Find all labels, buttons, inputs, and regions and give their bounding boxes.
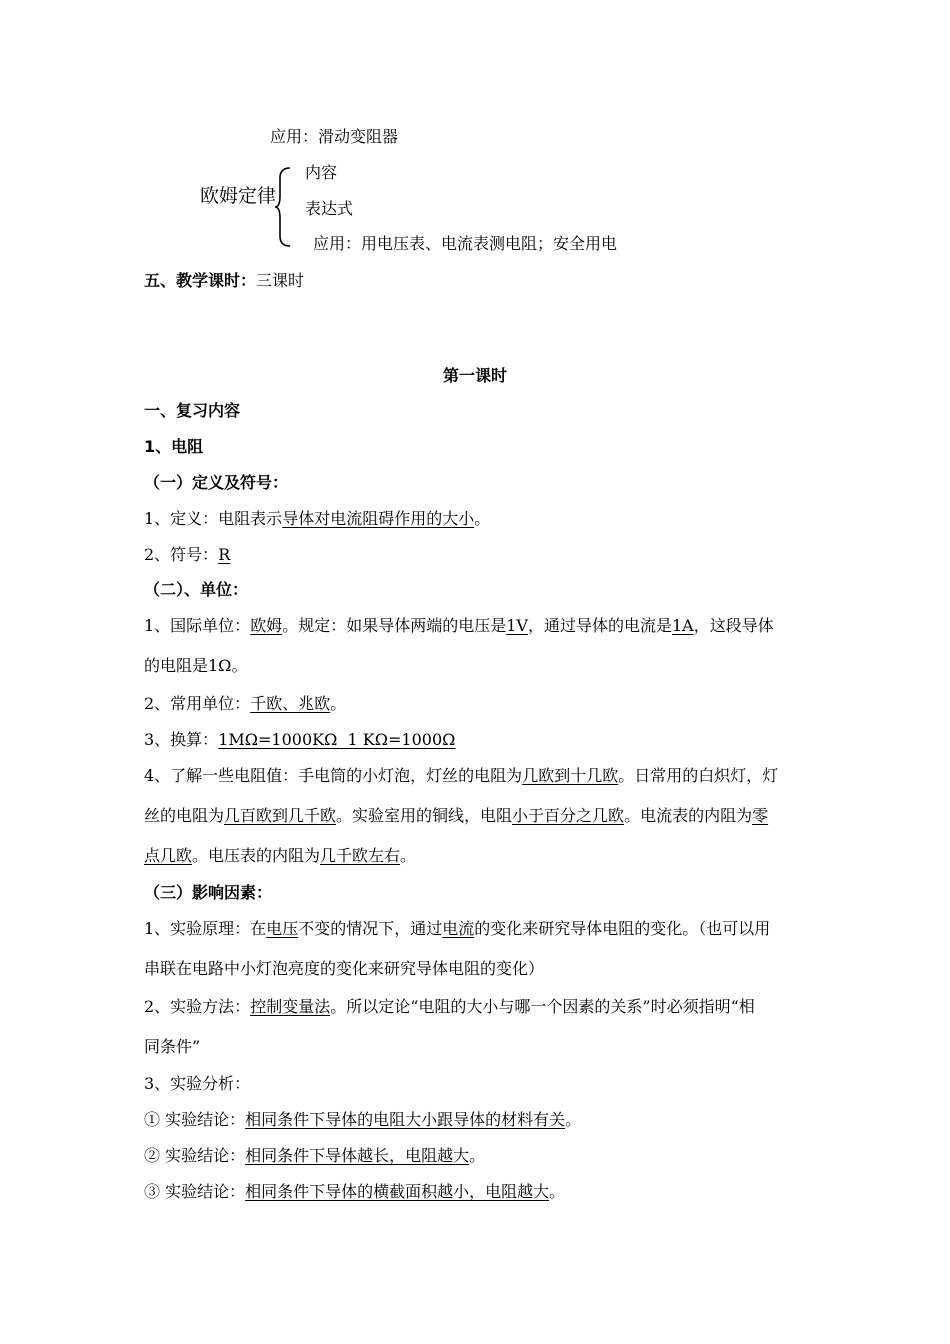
conclusion-3: ③ 实验结论：相同条件下导体的横截面积越小，电阻越大。 [144,1182,566,1201]
principle-line-1: 1、实验原理：在电压不变的情况下，通过电流的变化来研究导体电阻的变化。（也可以用 [144,919,771,938]
resistance-values-line-2: 丝的电阻为几百欧到几千欧。实验室用的铜线，电阻小于百分之几欧。电流表的内阻为零 [144,806,769,825]
si-unit-line-cont: 的电阻是1Ω。 [144,656,248,675]
ohm-item-expression: 表达式 [305,199,354,218]
si-unit-line: 1、国际单位：欧姆。规定：如果导体两端的电压是1V，通过导体的电流是1A，这段导体 [144,616,774,635]
review-heading: 一、复习内容 [144,401,241,420]
common-unit-line: 2、常用单位：千欧、兆欧。 [144,694,347,713]
teaching-hours-label: 五、教学课时： [144,271,257,290]
teaching-hours-value: 三课时 [256,271,305,290]
analysis-heading: 3、实验分析： [144,1074,251,1093]
teaching-hours [144,271,304,291]
curly-brace-icon [274,166,294,248]
definition-line: 1、定义：电阻表示导体对电流阻碍作用的大小。 [144,509,491,528]
resistance-values-line-1: 4、了解一些电阻值：手电筒的小灯泡，灯丝的电阻为几欧到十几欧。日常用的白炽灯，灯 [144,766,779,785]
ohm-item-application: 应用：用电压表、电流表测电阻；安全用电 [313,234,618,253]
method-line-2: 同条件” [144,1037,201,1056]
definition-heading: （一）定义及符号： [144,473,289,492]
conclusion-1: ① 实验结论：相同条件下导体的电阻大小跟导体的材料有关。 [144,1110,582,1129]
ohm-item-content: 内容 [305,163,338,182]
symbol-line: 2、符号：R [144,545,231,564]
conversion-line: 3、换算：1MΩ=1000KΩ 1 KΩ=1000Ω [144,730,456,749]
conclusion-2: ② 实验结论：相同条件下导体越长，电阻越大。 [144,1146,486,1165]
lesson-title: 第一课时 [442,366,507,385]
outline-application-line: 应用：滑动变阻器 [270,127,399,146]
factor-heading: （三）影响因素： [144,883,273,902]
resistance-heading: 1、电阻 [144,437,204,456]
principle-line-2: 串联在电路中小灯泡亮度的变化来研究导体电阻的变化） [144,959,545,978]
resistance-values-line-3: 点几欧。电压表的内阻为几千欧左右。 [144,846,417,865]
unit-heading: （二）、单位： [144,580,249,599]
ohm-law-title: 欧姆定律 [200,185,277,207]
method-line-1: 2、实验方法：控制变量法。所以定论“电阻的大小与哪一个因素的关系”时必须指明“相 [144,997,755,1016]
